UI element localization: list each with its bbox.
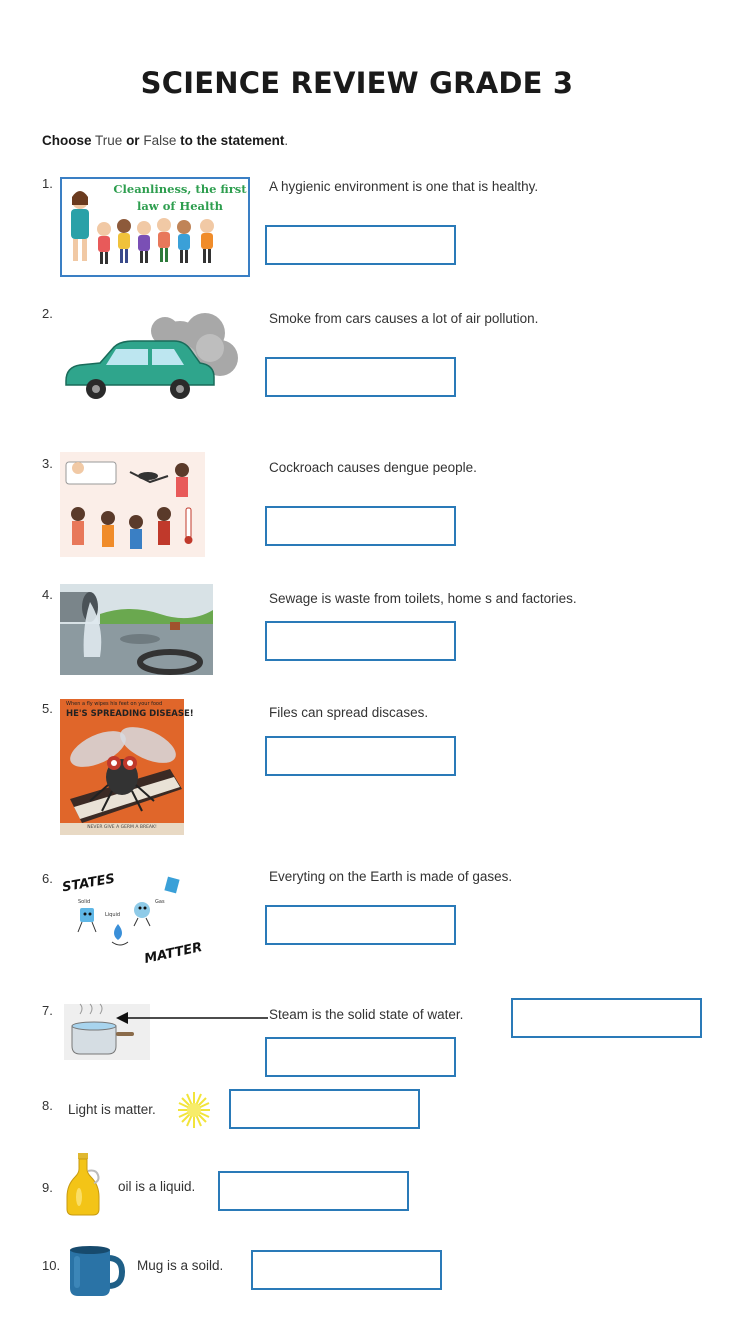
answer-box-5[interactable]: [265, 736, 456, 776]
question-number: 1.: [42, 176, 53, 191]
statement-10: Mug is a soild.: [137, 1258, 224, 1273]
answer-box-4[interactable]: [265, 621, 456, 661]
answer-box-3[interactable]: [265, 506, 456, 546]
answer-box-1[interactable]: [265, 225, 456, 265]
statement-6: Everyting on the Earth is made of gases.: [269, 869, 513, 884]
poster-caption-line-2: law of Health: [136, 199, 224, 213]
answer-box-6[interactable]: [265, 905, 456, 945]
fly-poster-footer: NEVER GIVE A GERM A BREAK!: [87, 825, 157, 830]
statement-7: Steam is the solid state of water.: [269, 1007, 464, 1022]
question-number: 6.: [42, 871, 53, 886]
question-number: 8.: [42, 1098, 53, 1113]
states-of-matter-icon: [60, 871, 204, 972]
fly-poster-icon: [60, 699, 194, 835]
answer-box-7[interactable]: [265, 1037, 456, 1077]
statement-5: Files can spread discases.: [269, 705, 429, 720]
instructions: Choose True or False to the statement.: [42, 133, 289, 148]
sewage-pipe-icon: [60, 584, 213, 675]
statement-1: A hygienic environment is one that is healthy.: [269, 179, 539, 194]
answer-box-8[interactable]: [229, 1089, 420, 1129]
statement-2: Smoke from cars causes a lot of air pollution.: [269, 311, 539, 326]
matter-label: MATTER: [143, 940, 204, 967]
smoking-car-icon: [60, 303, 240, 403]
answer-box-9[interactable]: [218, 1171, 409, 1211]
question-number: 2.: [42, 306, 53, 321]
question-number: 9.: [42, 1180, 53, 1195]
oil-bottle-icon: [66, 1151, 100, 1217]
sun-icon: [176, 1090, 212, 1130]
solid-label: Solid: [78, 899, 91, 905]
question-number: 3.: [42, 456, 53, 471]
arrow-pointer-icon: [114, 1010, 270, 1026]
page-title: SCIENCE REVIEW GRADE 3: [140, 66, 574, 100]
poster-caption-line-1: Cleanliness, the first: [113, 182, 247, 196]
fly-poster-headline: HE'S SPREADING DISEASE!: [66, 709, 194, 719]
gas-label: Gas: [155, 899, 165, 905]
liquid-label: Liquid: [105, 912, 121, 918]
cleanliness-poster-icon: [60, 177, 250, 277]
answer-box-10[interactable]: [251, 1250, 442, 1290]
fly-poster-subtitle: When a fly wipes his feet on your food: [66, 701, 163, 707]
statement-9: oil is a liquid.: [118, 1179, 196, 1194]
dengue-mosquito-icon: [60, 452, 205, 557]
answer-box-7-right[interactable]: [511, 998, 702, 1038]
question-number: 10.: [42, 1258, 61, 1273]
question-number: 4.: [42, 587, 53, 602]
question-number: 7.: [42, 1003, 53, 1018]
statement-8: Light is matter.: [68, 1102, 156, 1117]
statement-3: Cockroach causes dengue people.: [269, 460, 477, 475]
states-label: STATES: [61, 871, 117, 896]
answer-box-2[interactable]: [265, 357, 456, 397]
question-number: 5.: [42, 701, 53, 716]
mug-icon: [68, 1244, 124, 1296]
statement-4: Sewage is waste from toilets, home s and factories.: [269, 591, 577, 606]
